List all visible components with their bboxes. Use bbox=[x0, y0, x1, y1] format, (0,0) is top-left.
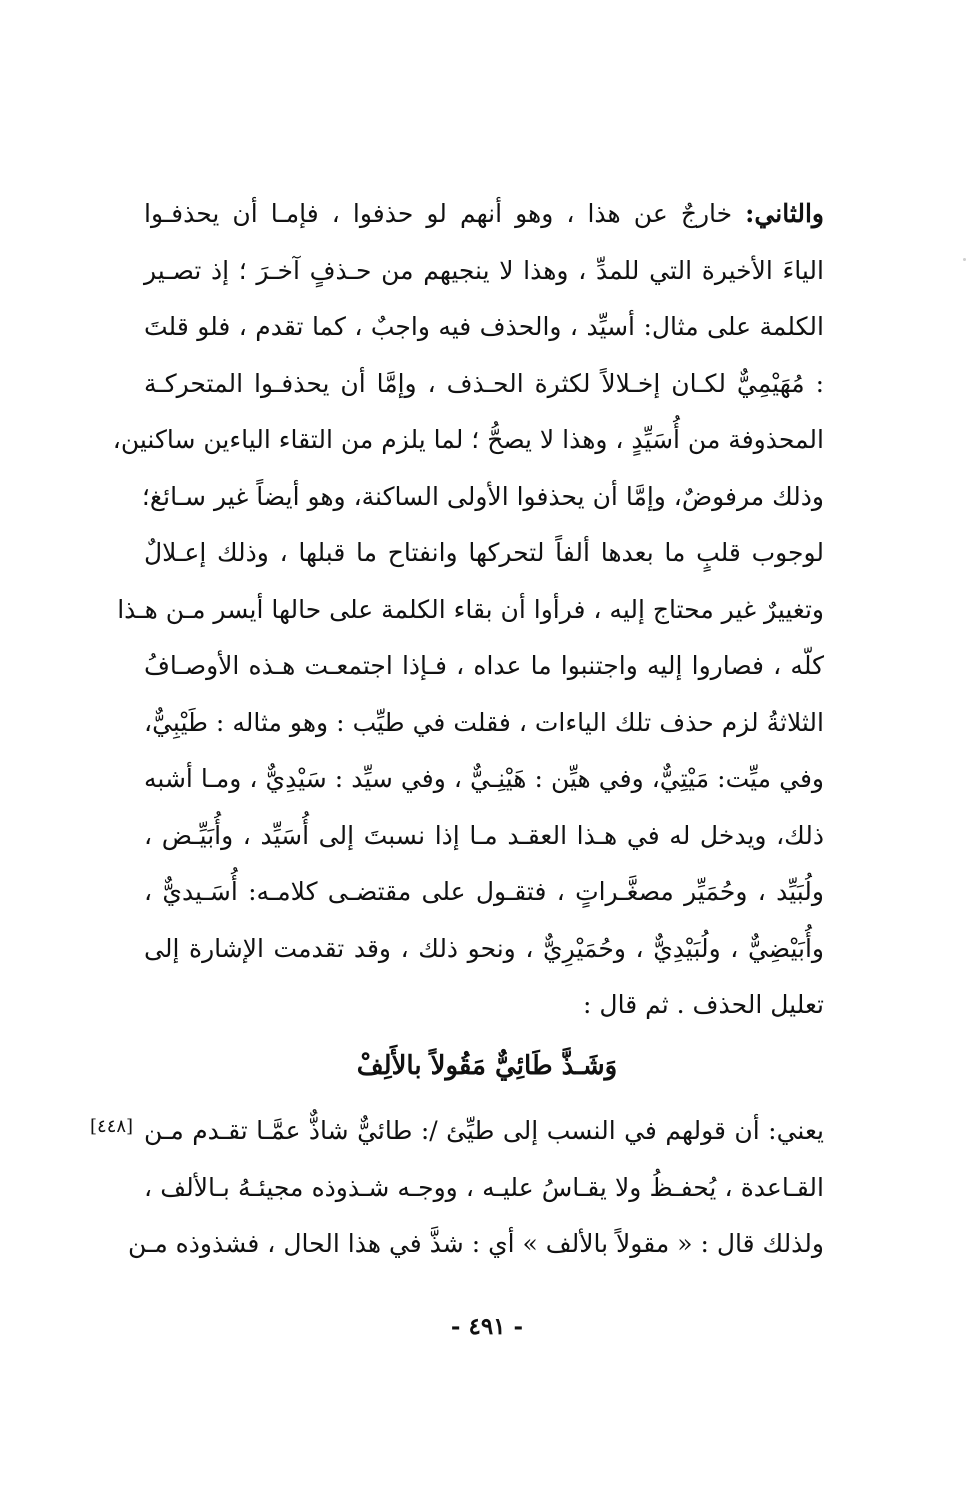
text-line-11: وفي ميِّت: مَيْتِيٌّ، وفي هيِّن : هَيْنِـيٌّ ، وفي سيِّد : سَيْدِيٌّ ، ومـا أشبه bbox=[144, 764, 824, 793]
text-line-8: وتغييرٌ غير محتاج إليه ، فرأوا أن بقاء الكلمة على حالها أيسر مـن هـذا bbox=[117, 594, 824, 624]
lead-word: والثاني: bbox=[745, 199, 824, 228]
text-line-3: الكلمة على مثال: أسيِّد ، والحذف فيه واجبٌ ، كما تقدم ، فلو قلتَ bbox=[144, 312, 824, 341]
text-line-1 bbox=[144, 186, 824, 243]
text-line-9: كلّه ، فصاروا إليه واجتنبوا ما عداه ، فـإذا اجتمعـت هـذه الأوصـافُ bbox=[144, 651, 824, 680]
text-line-6: وذلك مرفوضٌ، وإمَّا أن يحذفوا الأولى الساكنة، وهو أيضاً غير سـائغ؛ bbox=[141, 481, 824, 511]
text-line-15: تعليل الحذف . ثم قال : bbox=[583, 990, 824, 1019]
page-number: - ٤٩١ - bbox=[450, 1313, 524, 1340]
commentary-line-1: يعني: أن قولهم في النسب إلى طيِّئ /: طائيٌّ شاذٌّ عمَّـا تقـدم مـن bbox=[144, 1116, 824, 1145]
scan-speck bbox=[963, 258, 966, 261]
main-paragraph bbox=[112, 186, 824, 1034]
text-line-7: لوجوب قلبٍ ما بعدها ألفاً لتحركها وانفتاح ما قبلها ، وذلك إعـلالٌ bbox=[144, 538, 824, 567]
commentary-line-2: القـاعدة ، يُحفـظُ ولا يقـاسُ عليـه ، ووجـه شـذوذه مجيئـهُ بـالألف ، bbox=[144, 1172, 824, 1202]
commentary-paragraph bbox=[127, 1103, 824, 1273]
marginal-page-marker: [٤٤٨] bbox=[90, 1116, 134, 1137]
text-line-14: وأُبَيْضِيٌّ ، ولُبَيْدِيٌّ ، وحُمَيْرِيٌّ ، ونحو ذلك ، وقد تقدمت الإشارة إلى bbox=[144, 933, 824, 963]
text-line-4: : مُهَيْمِيٌّ لكـان إخـلالاً لكثرة الحـذف ، وإمَّا أن يحذفـوا المتحركـة bbox=[144, 368, 824, 398]
text-line-2: الياءَ الأخيرة التي للمدِّ ، وهذا لا ينجيهم من حـذفٍ آخـرَ ؛ إذ تصـير bbox=[144, 255, 824, 285]
text-line-5: المحذوفة من أُسَيِّدٍ ، وهذا لا يصحُّ ؛ لما يلزم من التقاء الياءين ساكنين، bbox=[112, 425, 824, 454]
verse-heading: وَشَـذَّ طَائِيٌّ مَقُولاً بالأَلِفْ bbox=[356, 1051, 618, 1081]
commentary-line-3: ولذلك قال : « مقولاً بالألف » أي : شذَّ في هذا الحال ، فشذوذه مـن bbox=[127, 1229, 824, 1258]
text-line-12: ذلك، ويدخل له في هـذا العقـد مـا إذا نسبتَ إلى أُسَيِّد ، وأُبَيِّـض ، bbox=[144, 820, 824, 850]
text-line-10: الثلاثةُ لزم حذف تلك الياءات ، فقلت في طيِّب : وهو مثاله : طَيْبِيٌّ، bbox=[144, 707, 824, 737]
text-line-1-body: خارجٌ عن هذا ، وهو أنهم لو حذفوا ، فإمـا أن يحذفـوا bbox=[144, 199, 746, 228]
text-line-13: ولُبَيِّد ، وحُمَيِّر مصغَّـراتٍ ، فتقـول على مقتضـى كلامـه: أُسَـيديٌّ ، bbox=[144, 877, 824, 906]
